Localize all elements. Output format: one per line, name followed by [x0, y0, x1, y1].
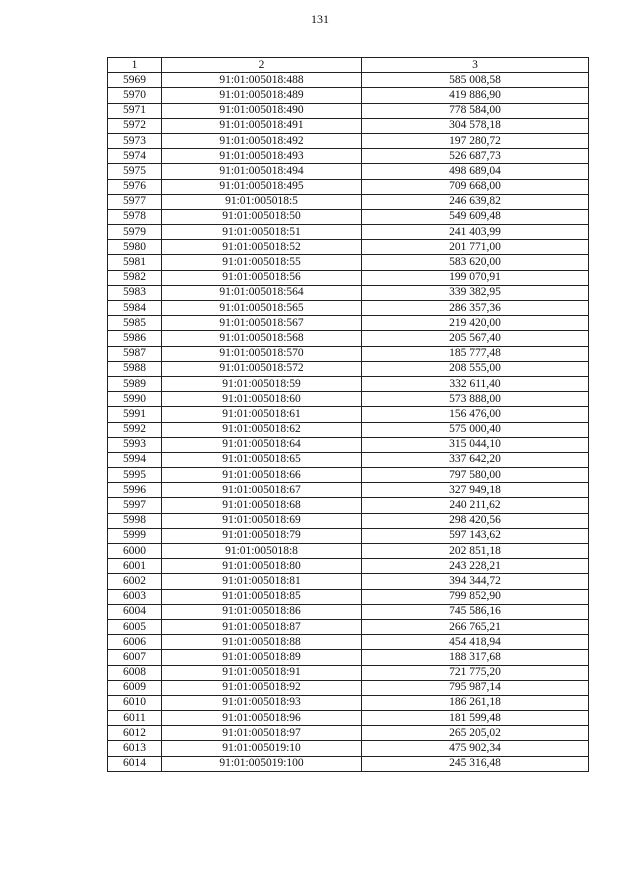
row-number-cell: 5990 [108, 392, 162, 407]
table-row [108, 331, 589, 346]
cadastral-number-cell: 91:01:005018:495 [162, 179, 362, 194]
row-number-cell: 6008 [108, 665, 162, 680]
row-number-cell: 5981 [108, 255, 162, 270]
cadastral-number-cell: 91:01:005018:66 [162, 468, 362, 483]
table-row [108, 589, 589, 604]
value-cell: 205 567,40 [362, 331, 589, 346]
cadastral-number-cell: 91:01:005018:96 [162, 711, 362, 726]
row-number-cell: 5999 [108, 528, 162, 543]
row-number-cell: 5978 [108, 209, 162, 224]
value-cell: 721 775,20 [362, 665, 589, 680]
row-number-cell: 5993 [108, 437, 162, 452]
value-cell: 498 689,04 [362, 164, 589, 179]
value-cell: 745 586,16 [362, 604, 589, 619]
cadastral-number-cell: 91:01:005018:564 [162, 285, 362, 300]
row-number-cell: 5984 [108, 301, 162, 316]
row-number-cell: 5974 [108, 149, 162, 164]
cadastral-number-cell: 91:01:005018:81 [162, 574, 362, 589]
cadastral-number-cell: 91:01:005018:491 [162, 118, 362, 133]
table-row [108, 544, 589, 559]
cadastral-number-cell: 91:01:005018:565 [162, 301, 362, 316]
row-number-cell: 6000 [108, 544, 162, 559]
value-cell: 185 777,48 [362, 346, 589, 361]
value-cell: 298 420,56 [362, 513, 589, 528]
table-row [108, 346, 589, 361]
cadastral-number-cell: 91:01:005018:567 [162, 316, 362, 331]
table-row [108, 483, 589, 498]
column-header-3: 3 [362, 58, 589, 73]
value-cell: 181 599,48 [362, 711, 589, 726]
table-row [108, 118, 589, 133]
table-row [108, 711, 589, 726]
cadastral-number-cell: 91:01:005018:85 [162, 589, 362, 604]
value-cell: 208 555,00 [362, 361, 589, 376]
row-number-cell: 5986 [108, 331, 162, 346]
row-number-cell: 5977 [108, 194, 162, 209]
value-cell: 778 584,00 [362, 103, 589, 118]
cadastral-number-cell: 91:01:005018:568 [162, 331, 362, 346]
value-cell: 475 902,34 [362, 741, 589, 756]
cadastral-number-cell: 91:01:005018:97 [162, 726, 362, 741]
table-row [108, 194, 589, 209]
table-row [108, 316, 589, 331]
value-cell: 337 642,20 [362, 452, 589, 467]
cadastral-number-cell: 91:01:005018:488 [162, 73, 362, 88]
cadastral-number-cell: 91:01:005018:92 [162, 680, 362, 695]
table-row [108, 604, 589, 619]
row-number-cell: 5985 [108, 316, 162, 331]
row-number-cell: 5987 [108, 346, 162, 361]
table-row [108, 422, 589, 437]
cadastral-number-cell: 91:01:005018:86 [162, 604, 362, 619]
cadastral-number-cell: 91:01:005018:80 [162, 559, 362, 574]
table-row [108, 407, 589, 422]
value-cell: 265 205,02 [362, 726, 589, 741]
cadastral-number-cell: 91:01:005018:570 [162, 346, 362, 361]
value-cell: 549 609,48 [362, 209, 589, 224]
table-body [108, 73, 589, 772]
cadastral-number-cell: 91:01:005018:5 [162, 194, 362, 209]
row-number-cell: 5980 [108, 240, 162, 255]
row-number-cell: 6010 [108, 695, 162, 710]
cadastral-number-cell: 91:01:005018:55 [162, 255, 362, 270]
cadastral-number-cell: 91:01:005018:69 [162, 513, 362, 528]
table-row [108, 240, 589, 255]
cadastral-number-cell: 91:01:005018:89 [162, 650, 362, 665]
row-number-cell: 5973 [108, 133, 162, 148]
row-number-cell: 6007 [108, 650, 162, 665]
row-number-cell: 6001 [108, 559, 162, 574]
cadastral-number-cell: 91:01:005018:87 [162, 619, 362, 634]
value-cell: 454 418,94 [362, 635, 589, 650]
cadastral-number-cell: 91:01:005019:10 [162, 741, 362, 756]
table-row [108, 164, 589, 179]
row-number-cell: 5969 [108, 73, 162, 88]
table-row [108, 285, 589, 300]
row-number-cell: 5995 [108, 468, 162, 483]
row-number-cell: 6003 [108, 589, 162, 604]
cadastral-number-cell: 91:01:005018:88 [162, 635, 362, 650]
row-number-cell: 5998 [108, 513, 162, 528]
value-cell: 327 949,18 [362, 483, 589, 498]
value-cell: 197 280,72 [362, 133, 589, 148]
row-number-cell: 6005 [108, 619, 162, 634]
value-cell: 241 403,99 [362, 225, 589, 240]
column-header-2: 2 [162, 58, 362, 73]
value-cell: 156 476,00 [362, 407, 589, 422]
table-row [108, 376, 589, 391]
row-number-cell: 5992 [108, 422, 162, 437]
value-cell: 332 611,40 [362, 376, 589, 391]
cadastral-number-cell: 91:01:005018:64 [162, 437, 362, 452]
cadastral-number-cell: 91:01:005018:93 [162, 695, 362, 710]
table-row [108, 392, 589, 407]
row-number-cell: 5975 [108, 164, 162, 179]
value-cell: 186 261,18 [362, 695, 589, 710]
table-row [108, 270, 589, 285]
row-number-cell: 5976 [108, 179, 162, 194]
table-row [108, 301, 589, 316]
value-cell: 419 886,90 [362, 88, 589, 103]
value-cell: 597 143,62 [362, 528, 589, 543]
value-cell: 709 668,00 [362, 179, 589, 194]
table-row [108, 528, 589, 543]
cadastral-number-cell: 91:01:005018:493 [162, 149, 362, 164]
row-number-cell: 5994 [108, 452, 162, 467]
row-number-cell: 6013 [108, 741, 162, 756]
table-row [108, 361, 589, 376]
table-row [108, 574, 589, 589]
cadastral-number-cell: 91:01:005018:50 [162, 209, 362, 224]
cadastral-number-cell: 91:01:005018:68 [162, 498, 362, 513]
cadastral-number-cell: 91:01:005019:100 [162, 756, 362, 771]
row-number-cell: 6012 [108, 726, 162, 741]
table-row [108, 149, 589, 164]
cadastral-number-cell: 91:01:005018:67 [162, 483, 362, 498]
value-cell: 339 382,95 [362, 285, 589, 300]
row-number-cell: 5970 [108, 88, 162, 103]
table-row [108, 650, 589, 665]
table-row [108, 88, 589, 103]
value-cell: 199 070,91 [362, 270, 589, 285]
value-cell: 245 316,48 [362, 756, 589, 771]
row-number-cell: 5972 [108, 118, 162, 133]
row-number-cell: 5979 [108, 225, 162, 240]
value-cell: 286 357,36 [362, 301, 589, 316]
value-cell: 243 228,21 [362, 559, 589, 574]
value-cell: 575 000,40 [362, 422, 589, 437]
cadastral-number-cell: 91:01:005018:489 [162, 88, 362, 103]
value-cell: 315 044,10 [362, 437, 589, 452]
cadastral-number-cell: 91:01:005018:492 [162, 133, 362, 148]
table-row [108, 665, 589, 680]
table-row [108, 756, 589, 771]
table-row [108, 179, 589, 194]
table-row [108, 741, 589, 756]
table-row [108, 726, 589, 741]
registry-table [107, 57, 589, 772]
row-number-cell: 5982 [108, 270, 162, 285]
row-number-cell: 5988 [108, 361, 162, 376]
value-cell: 799 852,90 [362, 589, 589, 604]
table-row [108, 468, 589, 483]
value-cell: 219 420,00 [362, 316, 589, 331]
cadastral-number-cell: 91:01:005018:91 [162, 665, 362, 680]
cadastral-number-cell: 91:01:005018:61 [162, 407, 362, 422]
cadastral-number-cell: 91:01:005018:494 [162, 164, 362, 179]
table-row [108, 133, 589, 148]
table-row [108, 680, 589, 695]
row-number-cell: 5971 [108, 103, 162, 118]
row-number-cell: 6011 [108, 711, 162, 726]
table-header-row [108, 58, 589, 73]
cadastral-number-cell: 91:01:005018:79 [162, 528, 362, 543]
value-cell: 266 765,21 [362, 619, 589, 634]
row-number-cell: 6002 [108, 574, 162, 589]
value-cell: 201 771,00 [362, 240, 589, 255]
value-cell: 202 851,18 [362, 544, 589, 559]
value-cell: 583 620,00 [362, 255, 589, 270]
cadastral-number-cell: 91:01:005018:62 [162, 422, 362, 437]
value-cell: 526 687,73 [362, 149, 589, 164]
cadastral-number-cell: 91:01:005018:572 [162, 361, 362, 376]
value-cell: 188 317,68 [362, 650, 589, 665]
table-row [108, 513, 589, 528]
table-row [108, 452, 589, 467]
row-number-cell: 6014 [108, 756, 162, 771]
table-row [108, 635, 589, 650]
row-number-cell: 6009 [108, 680, 162, 695]
row-number-cell: 5997 [108, 498, 162, 513]
table-row [108, 255, 589, 270]
row-number-cell: 5989 [108, 376, 162, 391]
table-row [108, 437, 589, 452]
cadastral-number-cell: 91:01:005018:60 [162, 392, 362, 407]
value-cell: 394 344,72 [362, 574, 589, 589]
table-row [108, 103, 589, 118]
value-cell: 573 888,00 [362, 392, 589, 407]
table-row [108, 619, 589, 634]
page-number: 131 [311, 12, 329, 26]
column-header-1: 1 [108, 58, 162, 73]
table-row [108, 73, 589, 88]
row-number-cell: 6004 [108, 604, 162, 619]
cadastral-number-cell: 91:01:005018:51 [162, 225, 362, 240]
value-cell: 795 987,14 [362, 680, 589, 695]
value-cell: 304 578,18 [362, 118, 589, 133]
cadastral-number-cell: 91:01:005018:8 [162, 544, 362, 559]
table-row [108, 225, 589, 240]
row-number-cell: 5983 [108, 285, 162, 300]
cadastral-number-cell: 91:01:005018:56 [162, 270, 362, 285]
table-row [108, 498, 589, 513]
cadastral-number-cell: 91:01:005018:52 [162, 240, 362, 255]
table-row [108, 559, 589, 574]
value-cell: 797 580,00 [362, 468, 589, 483]
row-number-cell: 5996 [108, 483, 162, 498]
row-number-cell: 5991 [108, 407, 162, 422]
cadastral-number-cell: 91:01:005018:59 [162, 376, 362, 391]
value-cell: 246 639,82 [362, 194, 589, 209]
value-cell: 240 211,62 [362, 498, 589, 513]
cadastral-number-cell: 91:01:005018:490 [162, 103, 362, 118]
table-row [108, 209, 589, 224]
value-cell: 585 008,58 [362, 73, 589, 88]
row-number-cell: 6006 [108, 635, 162, 650]
table-row [108, 695, 589, 710]
cadastral-number-cell: 91:01:005018:65 [162, 452, 362, 467]
